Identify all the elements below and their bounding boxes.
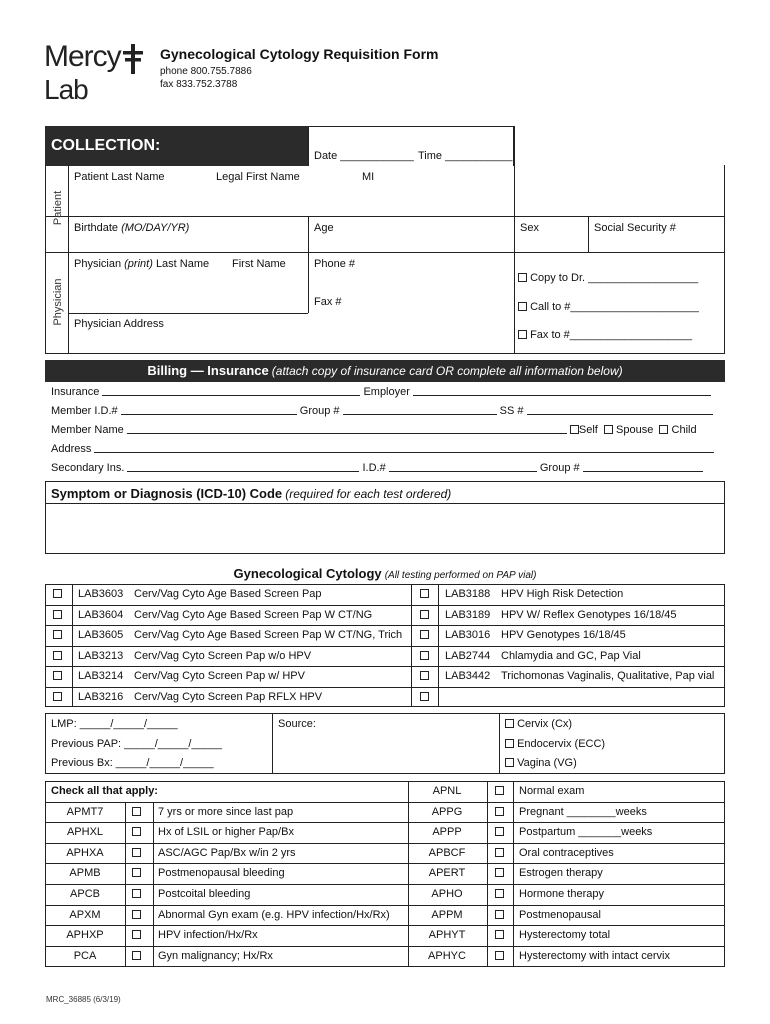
group2-label: Group # — [539, 462, 580, 474]
phone-number: phone 800.755.7886 — [160, 66, 252, 77]
fax-to-checkbox[interactable] — [518, 330, 527, 339]
cyto-right-checkbox[interactable] — [420, 630, 429, 639]
time-field[interactable]: Time ___________ — [418, 150, 513, 162]
check-right-code: APHYT — [428, 929, 466, 942]
source-endocervix-checkbox[interactable] — [505, 739, 514, 748]
source-cervix-label: Cervix (Cx) — [517, 718, 573, 730]
phone-field[interactable]: Phone # — [314, 258, 355, 270]
check-right-option[interactable] — [495, 806, 504, 818]
check-right-checkbox[interactable] — [495, 827, 504, 836]
cyto-left-checkbox[interactable] — [53, 630, 62, 639]
date-field[interactable]: Date ____________ — [314, 150, 414, 162]
check-right-code: APPG — [431, 805, 463, 818]
check-right-option[interactable] — [495, 950, 504, 962]
check-right-label: Estrogen therapy — [519, 867, 603, 880]
cyto-right-option[interactable] — [420, 588, 429, 600]
cyto-right-code: LAB3016 — [445, 629, 491, 641]
check-right-label: Oral contraceptives — [519, 846, 614, 859]
check-left-checkbox[interactable] — [132, 910, 141, 919]
check-left-label: ASC/AGC Pap/Bx w/in 2 yrs — [158, 846, 296, 859]
cyto-left-checkbox[interactable] — [53, 589, 62, 598]
check-left-label: Hx of LSIL or higher Pap/Bx — [158, 826, 294, 839]
cyto-left-name: Cerv/Vag Cyto Screen Pap w/o HPV — [134, 649, 312, 662]
check-right-checkbox[interactable] — [495, 848, 504, 857]
cyto-right-checkbox[interactable] — [420, 671, 429, 680]
cyto-left-name: Cerv/Vag Cyto Screen Pap w/ HPV — [134, 670, 305, 682]
cyto-left-code: LAB3603 — [78, 588, 124, 600]
check-left-checkbox[interactable] — [132, 951, 141, 960]
check-right-checkbox[interactable] — [495, 910, 504, 919]
fax-field[interactable]: Fax # — [314, 296, 342, 308]
source-endocervix-label: Endocervix (ECC) — [517, 738, 606, 750]
form-title: Gynecological Cytology Requisition Form — [160, 46, 439, 62]
physician-last-label: Last Name — [155, 258, 210, 270]
logo-text-lab: Lab — [44, 74, 88, 105]
source-endocervix-option[interactable] — [505, 738, 605, 750]
cyto-left-option[interactable] — [53, 609, 62, 621]
check-right-checkbox[interactable] — [495, 868, 504, 877]
source-label: Source: — [278, 718, 316, 730]
check-right-checkbox[interactable] — [495, 951, 504, 960]
form-number: MRC_36885 (6/3/19) — [46, 995, 121, 1004]
check-left-checkbox[interactable] — [132, 889, 141, 898]
billing-heading-note: (attach copy of insurance card OR complete all information below) — [271, 364, 623, 378]
check-right-option[interactable] — [495, 785, 504, 797]
cyto-left-checkbox[interactable] — [53, 610, 62, 619]
cyto-right-name: Chlamydia and GC, Pap Vial — [501, 649, 641, 662]
copy-to-option[interactable] — [518, 272, 698, 284]
cyto-right-checkbox[interactable] — [420, 651, 429, 660]
check-left-checkbox[interactable] — [132, 807, 141, 816]
check-left-code: APHXL — [66, 826, 104, 839]
cyto-right-code: LAB3188 — [445, 588, 491, 600]
check-left-option[interactable] — [132, 806, 141, 818]
member-id-label: Member I.D.# — [51, 405, 118, 417]
check-right-label: Postmenopausal — [519, 908, 601, 921]
member-id-line[interactable] — [51, 405, 721, 417]
address-line[interactable] — [51, 443, 721, 455]
source-vagina-checkbox[interactable] — [505, 758, 514, 767]
cyto-right-name: HPV High Risk Detection — [501, 588, 624, 600]
cyto-left-option[interactable] — [53, 670, 62, 682]
check-right-option[interactable] — [495, 867, 504, 879]
spouse-checkbox[interactable] — [604, 425, 613, 434]
secondary-ins-label: Secondary Ins. — [51, 462, 125, 474]
patient-last-name-field[interactable]: Patient Last Name — [74, 171, 165, 183]
check-right-checkbox[interactable] — [495, 930, 504, 939]
check-left-code: APCB — [70, 888, 100, 900]
check-right-code: APPP — [432, 826, 462, 839]
check-right-option[interactable] — [495, 826, 504, 838]
check-left-code: APHXP — [66, 929, 104, 942]
cyto-left-name: Cerv/Vag Cyto Age Based Screen Pap W CT/NG, Trich — [134, 629, 403, 641]
check-left-option[interactable] — [132, 867, 141, 879]
birthdate-label: Birthdate — [74, 222, 119, 234]
cyto-right-name: HPV Genotypes 16/18/45 — [501, 629, 626, 641]
call-to-checkbox[interactable] — [518, 302, 527, 311]
copy-to-label: Copy to Dr. __________________ — [530, 272, 699, 284]
cyto-right-name: HPV W/ Reflex Genotypes 16/18/45 — [501, 608, 677, 621]
check-left-option[interactable] — [132, 888, 141, 900]
fax-number: fax 833.752.3788 — [160, 79, 238, 90]
cytology-heading — [45, 566, 725, 581]
spouse-label: Spouse — [616, 424, 654, 436]
diagnosis-note: (required for each test ordered) — [285, 487, 452, 501]
cyto-right-checkbox[interactable] — [420, 610, 429, 619]
sex-field[interactable]: Sex — [520, 222, 539, 234]
check-left-checkbox[interactable] — [132, 930, 141, 939]
cyto-left-option[interactable] — [53, 691, 62, 703]
insurance-label: Insurance — [51, 386, 100, 398]
cyto-left-option[interactable] — [53, 650, 62, 662]
cross-icon — [122, 44, 144, 74]
check-left-label: 7 yrs or more since last pap — [158, 805, 294, 818]
cytology-note: (All testing performed on PAP vial) — [384, 570, 537, 581]
check-left-code: PCA — [73, 949, 97, 962]
birthdate-format: (MO/DAY/YR) — [121, 222, 190, 234]
cyto-right-checkbox[interactable] — [420, 692, 429, 701]
cyto-right-checkbox[interactable] — [420, 589, 429, 598]
cyto-right-option[interactable] — [420, 650, 429, 662]
cyto-left-name: Cerv/Vag Cyto Age Based Screen Pap W CT/NG — [134, 608, 373, 621]
cyto-left-checkbox[interactable] — [53, 692, 62, 701]
cyto-left-option[interactable] — [53, 629, 62, 641]
mi-field[interactable]: MI — [362, 171, 375, 183]
check-right-code: APPM — [431, 908, 463, 921]
physician-address-field[interactable]: Physician Address — [74, 318, 164, 330]
check-left-checkbox[interactable] — [132, 848, 141, 857]
diagnosis-heading — [51, 486, 451, 501]
check-left-label: Postcoital bleeding — [158, 888, 251, 900]
check-left-label: HPV infection/Hx/Rx — [158, 929, 258, 942]
check-right-label: Hormone therapy — [519, 888, 604, 900]
mercy-lab-logo — [44, 42, 154, 112]
cyto-left-code: LAB3216 — [78, 690, 124, 703]
cyto-left-code: LAB3214 — [78, 670, 124, 682]
check-right-code: APNL — [432, 785, 462, 797]
call-to-label: Call to #_____________________ — [530, 301, 699, 313]
check-right-option[interactable] — [495, 888, 504, 900]
secondary-ins-line[interactable] — [51, 462, 721, 474]
check-right-label: Hysterectomy with intact cervix — [519, 949, 670, 962]
ss-label: SS # — [499, 405, 524, 417]
lmp-field[interactable]: LMP: _____/_____/_____ — [51, 718, 178, 730]
cyto-left-checkbox[interactable] — [53, 671, 62, 680]
check-right-label: Normal exam — [519, 785, 585, 797]
cyto-right-code: LAB2744 — [445, 649, 491, 662]
billing-heading-text: Billing — Insurance — [147, 363, 269, 378]
billing-heading — [45, 360, 725, 382]
cyto-left-option[interactable] — [53, 588, 62, 600]
source-cervix-option[interactable] — [505, 718, 572, 730]
check-left-label: Postmenopausal bleeding — [158, 867, 285, 880]
cyto-left-checkbox[interactable] — [53, 651, 62, 660]
cyto-left-code: LAB3604 — [78, 608, 124, 621]
id-label: I.D.# — [362, 462, 386, 474]
check-right-code: APHO — [431, 888, 463, 900]
check-right-option[interactable] — [495, 847, 504, 859]
print-hint: (print) — [124, 258, 153, 270]
source-vagina-option[interactable] — [505, 757, 577, 769]
physician-last-name-field[interactable] — [74, 258, 209, 270]
self-checkbox[interactable] — [570, 425, 579, 434]
physician-label: Physician — [74, 258, 122, 270]
check-left-option[interactable] — [132, 909, 141, 921]
employer-label: Employer — [363, 386, 410, 398]
collection-heading — [45, 126, 309, 166]
check-right-label: Hysterectomy total — [519, 929, 611, 942]
cytology-heading-text: Gynecological Cytology — [233, 566, 382, 581]
member-name-line[interactable] — [51, 424, 721, 436]
self-label: Self — [578, 424, 598, 436]
collection-heading-text: COLLECTION: — [51, 137, 161, 154]
address-label: Address — [51, 443, 92, 455]
check-left-code: APMB — [69, 867, 101, 880]
birthdate-field[interactable] — [74, 222, 189, 234]
cyto-right-code: LAB3442 — [445, 670, 491, 682]
check-left-code: APMT7 — [66, 805, 104, 818]
cyto-right-option[interactable] — [420, 670, 429, 682]
child-checkbox[interactable] — [659, 425, 668, 434]
check-right-option[interactable] — [495, 929, 504, 941]
logo-text-mercy: Mercy — [44, 40, 121, 73]
group-label: Group # — [299, 405, 340, 417]
check-left-option[interactable] — [132, 950, 141, 962]
diagnosis-heading-text: Symptom or Diagnosis (ICD-10) Code — [51, 486, 283, 501]
ssn-field[interactable]: Social Security # — [594, 222, 676, 234]
cyto-right-option[interactable] — [420, 629, 429, 641]
check-right-code: APERT — [428, 867, 466, 880]
check-right-code: APBCF — [428, 846, 466, 859]
check-left-code: APHXA — [66, 846, 104, 859]
check-right-code: APHYC — [428, 949, 466, 962]
member-name-label: Member Name — [51, 424, 124, 436]
child-label: Child — [671, 424, 697, 436]
patient-side-label: Patient — [52, 190, 64, 226]
age-field[interactable]: Age — [314, 222, 334, 234]
check-left-option[interactable] — [132, 826, 141, 838]
cyto-right-name: Trichomonas Vaginalis, Qualitative, Pap vial — [501, 670, 715, 682]
legal-first-name-field[interactable]: Legal First Name — [216, 171, 300, 183]
check-left-option[interactable] — [132, 929, 141, 941]
call-to-option[interactable] — [518, 301, 699, 313]
previous-bx-field[interactable]: Previous Bx: _____/_____/_____ — [51, 757, 214, 769]
check-left-label: Abnormal Gyn exam (e.g. HPV infection/Hx/Rx) — [158, 908, 390, 921]
source-vagina-label: Vagina (VG) — [517, 757, 577, 769]
check-left-label: Gyn malignancy; Hx/Rx — [158, 949, 273, 962]
cyto-left-name: Cerv/Vag Cyto Age Based Screen Pap — [134, 588, 322, 600]
copy-to-checkbox[interactable] — [518, 273, 527, 282]
check-left-option[interactable] — [132, 847, 141, 859]
check-left-checkbox[interactable] — [132, 827, 141, 836]
cyto-right-code: LAB3189 — [445, 608, 491, 621]
check-right-checkbox[interactable] — [495, 889, 504, 898]
cyto-left-code: LAB3605 — [78, 629, 124, 641]
source-cervix-checkbox[interactable] — [505, 719, 514, 728]
check-right-option[interactable] — [495, 909, 504, 921]
previous-pap-field[interactable]: Previous PAP: _____/_____/_____ — [51, 738, 223, 750]
cyto-left-code: LAB3213 — [78, 649, 124, 662]
check-left-code: APXM — [69, 908, 101, 921]
check-right-checkbox[interactable] — [495, 786, 504, 795]
cyto-left-name: Cerv/Vag Cyto Screen Pap RFLX HPV — [134, 690, 323, 703]
physician-first-name-field[interactable]: First Name — [232, 258, 286, 270]
physician-side-label: Physician — [52, 278, 64, 326]
check-right-label: Postpartum _______weeks — [519, 826, 653, 839]
check-right-checkbox[interactable] — [495, 807, 504, 816]
cyto-right-option[interactable] — [420, 691, 429, 703]
check-right-label: Pregnant ________weeks — [519, 805, 647, 818]
fax-to-label: Fax to #____________________ — [530, 329, 693, 341]
check-all-heading: Check all that apply: — [51, 785, 158, 797]
insurance-line[interactable] — [51, 386, 721, 398]
fax-to-option[interactable] — [518, 329, 692, 341]
cyto-right-option[interactable] — [420, 609, 429, 621]
check-left-checkbox[interactable] — [132, 868, 141, 877]
